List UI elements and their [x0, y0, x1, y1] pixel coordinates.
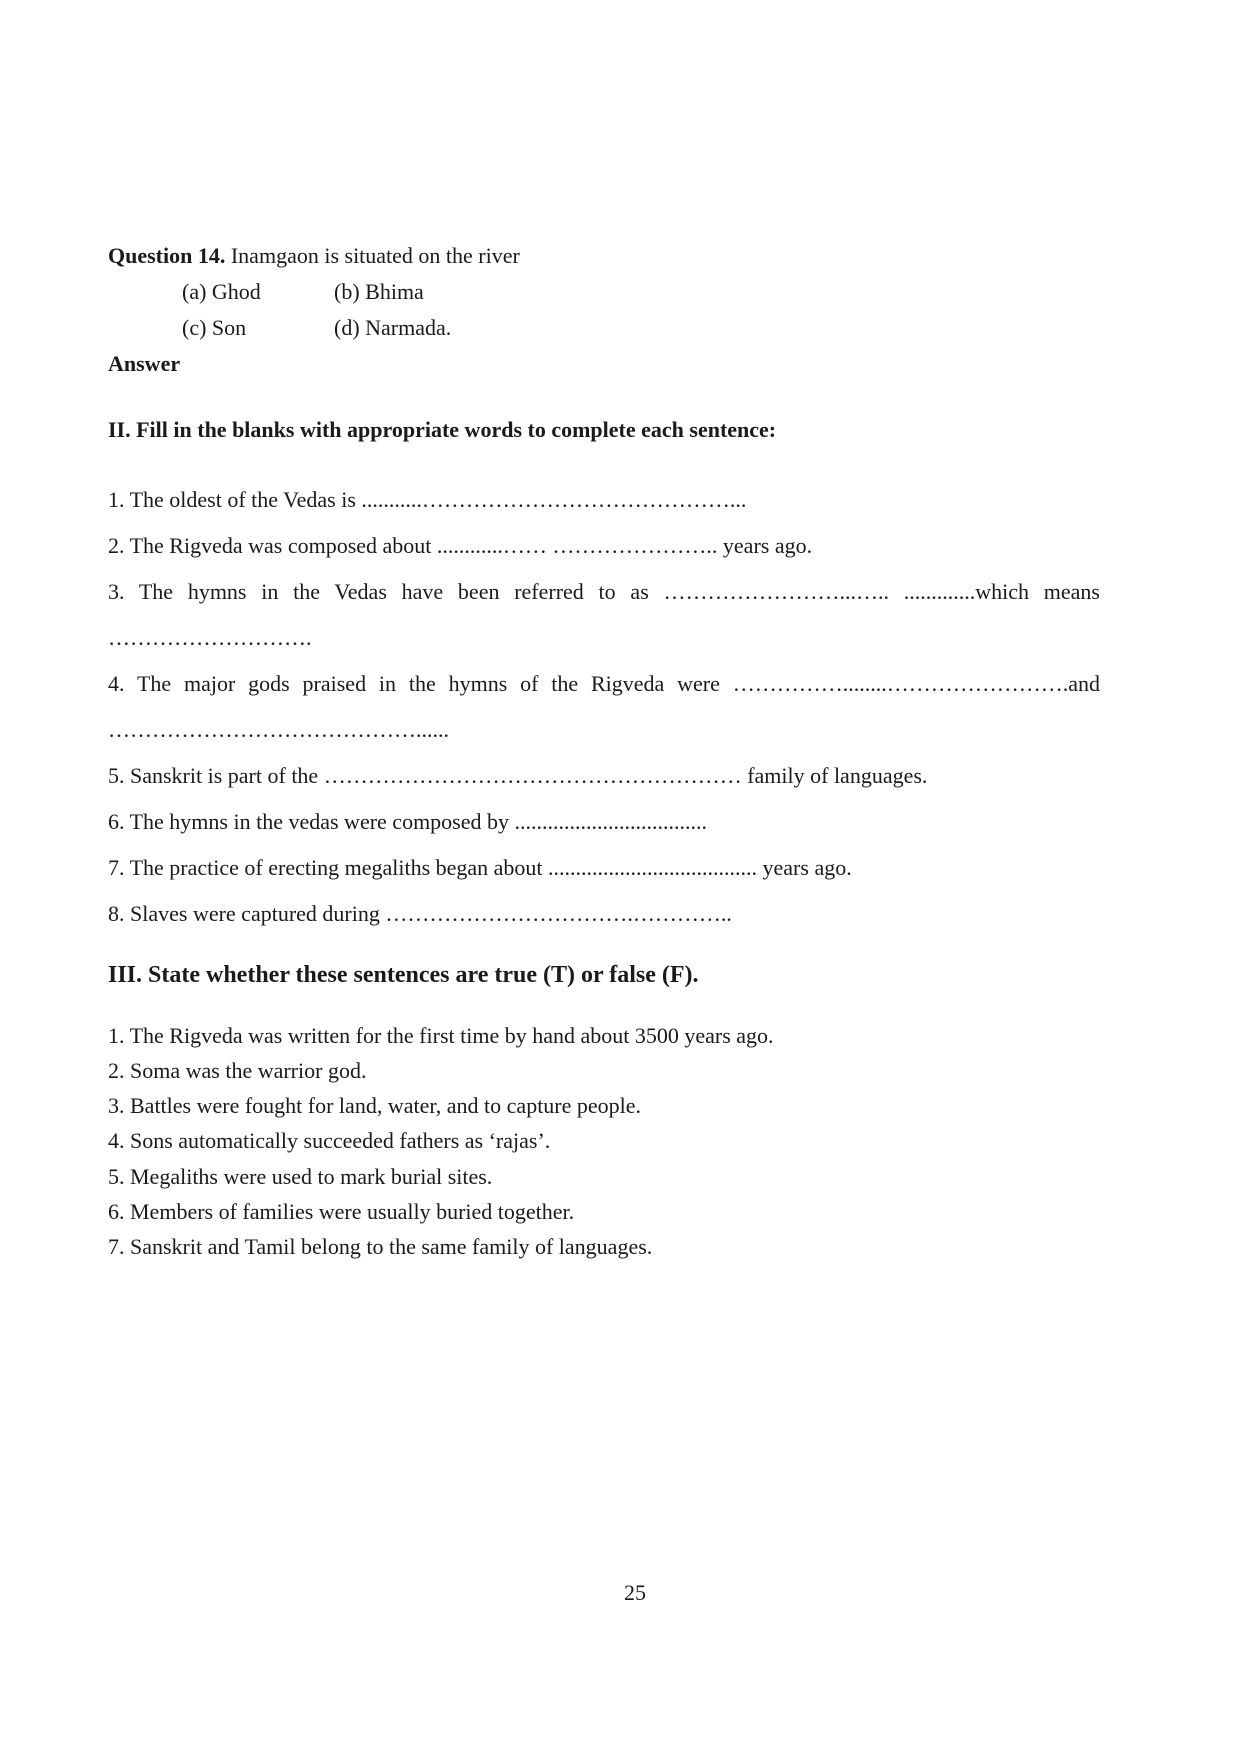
true-false-item: 3. Battles were fought for land, water, and to capture people. [108, 1093, 642, 1118]
page-number: 25 [624, 1580, 646, 1605]
option-a: (a) Ghod [182, 279, 261, 304]
section-2-heading: II. Fill in the blanks with appropriate words to complete each sentence: [108, 417, 777, 442]
true-false-item: 5. Megaliths were used to mark burial sites. [108, 1164, 493, 1189]
question-14 [108, 245, 520, 267]
fill-blank-item: 1. The oldest of the Vedas is ...........……………………………………... [108, 487, 747, 512]
fill-blank-item-continued: ………………………. [108, 625, 312, 650]
fill-blank-item: 5. Sanskrit is part of the ………………………………………………… family of languages. [108, 763, 928, 788]
true-false-item: 4. Sons automatically succeeded fathers as ‘rajas’. [108, 1128, 551, 1153]
question-label: Question 14. [108, 243, 226, 268]
true-false-item: 7. Sanskrit and Tamil belong to the same family of languages. [108, 1234, 653, 1259]
option-d: (d) Narmada. [334, 315, 452, 340]
answer-label: Answer [108, 351, 181, 376]
fill-blank-item: 8. Slaves were captured during …………………………….………….. [108, 901, 732, 926]
fill-blank-item: 7. The practice of erecting megaliths began about ...................................... years ago. [108, 855, 852, 880]
fill-blank-item: 3. The hymns in the Vedas have been referred to as ……………………...….. .............which means [108, 579, 1100, 604]
section-3-heading: III. State whether these sentences are true (T) or false (F). [108, 962, 699, 988]
fill-blank-item: 2. The Rigveda was composed about ............…… ………………….. years ago. [108, 533, 813, 558]
fill-blank-item-continued: ……………………………………...... [108, 717, 449, 742]
question-text: Inamgaon is situated on the river [225, 243, 520, 268]
true-false-item: 2. Soma was the warrior god. [108, 1058, 367, 1083]
fill-blank-item: 4. The major gods praised in the hymns of the Rigveda were ……………........…………………….and [108, 671, 1100, 696]
true-false-item: 1. The Rigveda was written for the first time by hand about 3500 years ago. [108, 1023, 774, 1048]
fill-blank-item: 6. The hymns in the vedas were composed by ................................... [108, 809, 708, 834]
option-b: (b) Bhima [334, 279, 424, 304]
option-c: (c) Son [182, 315, 247, 340]
true-false-item: 6. Members of families were usually buried together. [108, 1199, 575, 1224]
